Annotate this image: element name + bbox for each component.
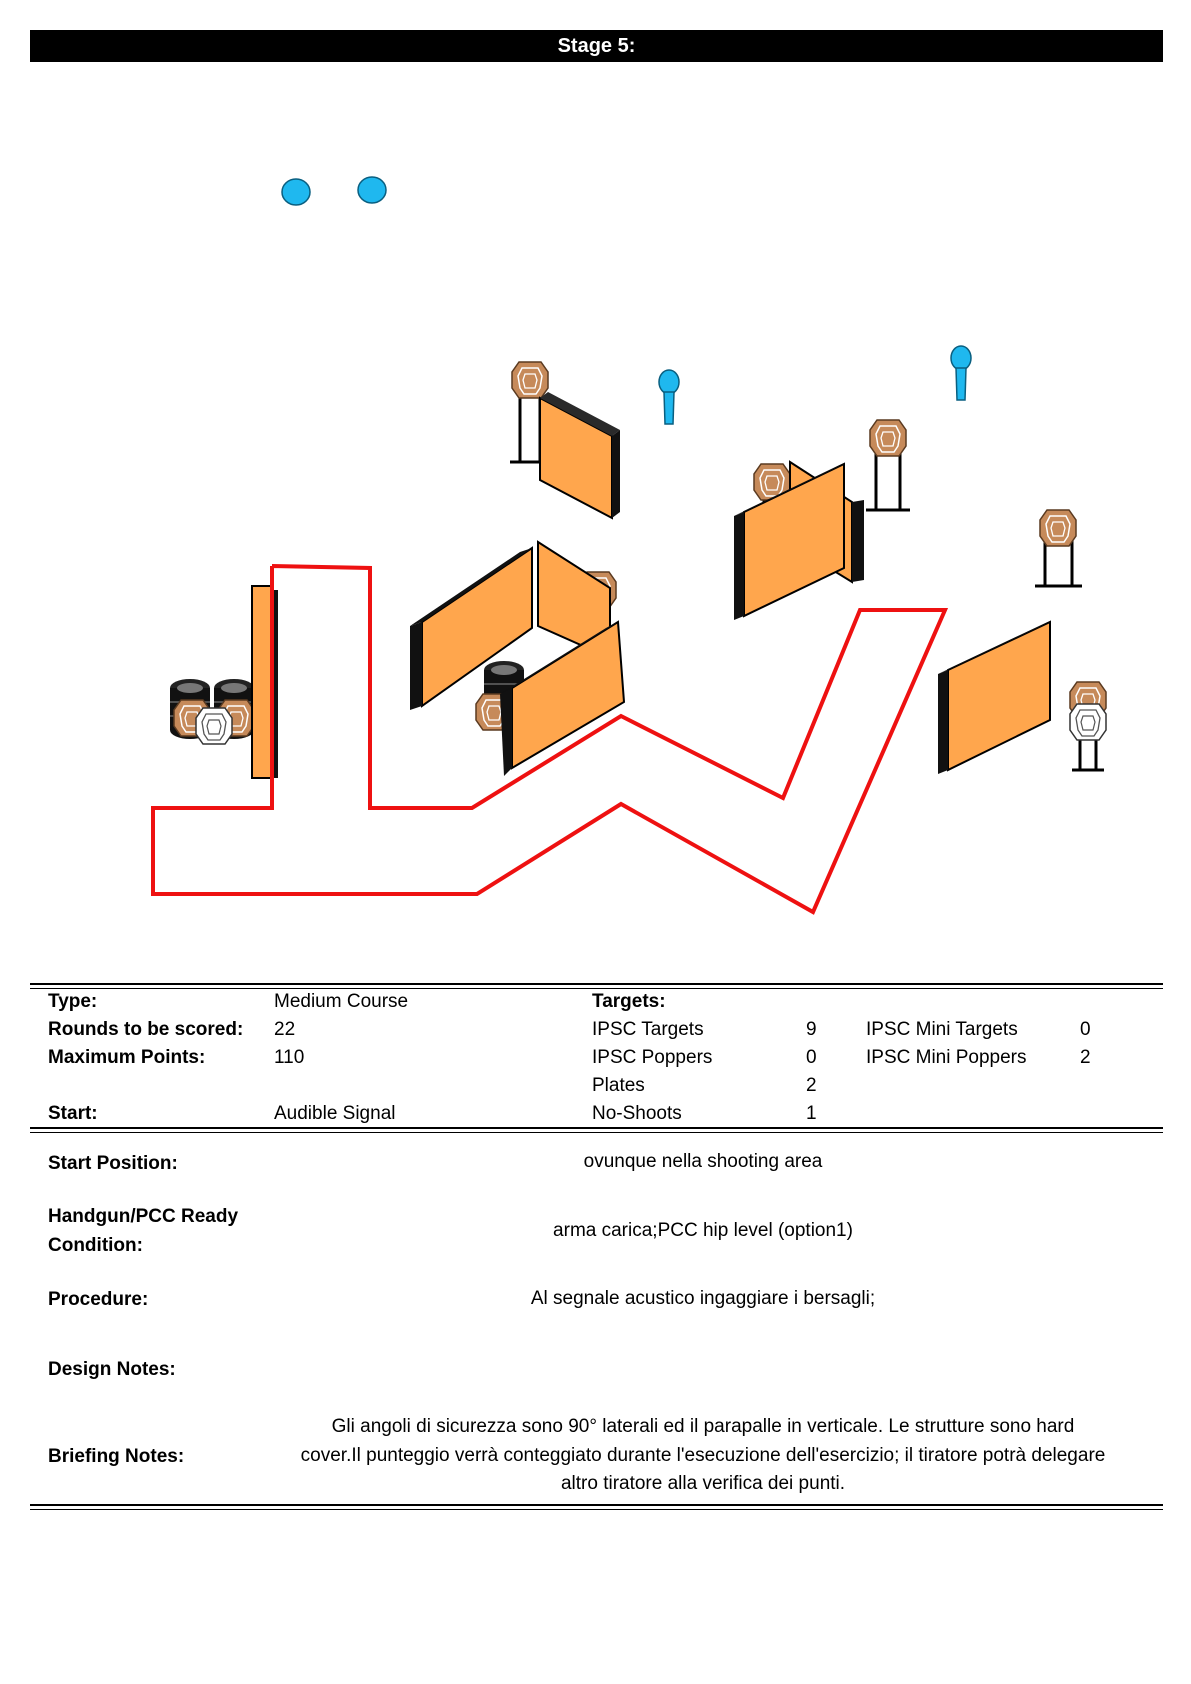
wall: [252, 586, 278, 778]
points-value: 110: [274, 1047, 305, 1068]
target-count-label: IPSC Targets: [592, 1019, 704, 1040]
start-value: Audible Signal: [274, 1103, 396, 1124]
targets-heading: Targets:: [592, 991, 666, 1012]
procedure-label: Procedure:: [48, 1289, 149, 1310]
table-bottom-rule: [30, 1509, 1163, 1510]
design-notes-label: Design Notes:: [48, 1359, 176, 1380]
target-count-label: IPSC Poppers: [592, 1047, 713, 1068]
table-top-rule: [30, 988, 1163, 989]
briefing-notes-value: Gli angoli di sicurezza sono 90° laterali ed il parapalle in verticale. Le strutture sono hard cover.Il punteggio verrà conteggiato durante l'esecuzione dell'esercizio; il tiratore potrà delegare altro tiratore alla verifica dei punti.: [300, 1416, 1106, 1494]
start-position-value: ovunque nella shooting area: [583, 1151, 823, 1172]
mini-target-count-value: 0: [1080, 1019, 1091, 1040]
wall: [540, 392, 620, 518]
target-count-value: 1: [806, 1103, 817, 1124]
wall: [938, 622, 1050, 774]
ipsc-target: [512, 362, 548, 398]
mini-target-count-label: IPSC Mini Targets: [866, 1019, 1018, 1040]
procedure-value: Al segnale acustico ingaggiare i bersagli;: [530, 1288, 876, 1309]
ready-condition-label: Handgun/PCC Ready: [48, 1206, 239, 1227]
steel-plate: [282, 179, 310, 205]
target-count-value: 2: [806, 1075, 817, 1096]
stage-title: Stage 5:: [557, 34, 636, 57]
target-count-label: No-Shoots: [592, 1103, 682, 1124]
steel-plate: [358, 177, 386, 203]
target-count-label: Plates: [592, 1075, 645, 1096]
rounds-value: 22: [274, 1019, 296, 1040]
ready-condition-value: arma carica;PCC hip level (option1): [553, 1220, 853, 1241]
type-label: Type:: [48, 991, 98, 1012]
stage-title-bar: [30, 30, 1163, 62]
no-shoot-target: [196, 708, 232, 744]
ready-condition-label: Condition:: [48, 1235, 143, 1256]
stage-diagram: [0, 70, 1191, 950]
briefing-notes-label: Briefing Notes:: [48, 1446, 185, 1467]
mini-popper: [951, 346, 971, 400]
target-count-value: 9: [806, 1019, 817, 1040]
mini-target-count-label: IPSC Mini Poppers: [866, 1047, 1027, 1068]
table-mid-rule: [30, 1127, 1163, 1129]
target-count-value: 0: [806, 1047, 817, 1068]
ipsc-target: [1040, 510, 1076, 546]
no-shoot-target: [1070, 704, 1106, 740]
rounds-label: Rounds to be scored:: [48, 1019, 244, 1040]
table-mid-rule: [30, 1132, 1163, 1133]
start-label: Start:: [48, 1103, 98, 1124]
start-position-label: Start Position:: [48, 1153, 178, 1174]
mini-target-count-value: 2: [1080, 1047, 1091, 1068]
table-bottom-rule: [30, 1504, 1163, 1506]
table-top-rule: [30, 983, 1163, 985]
points-label: Maximum Points:: [48, 1047, 206, 1068]
mini-popper: [659, 370, 679, 424]
ipsc-target: [870, 420, 906, 456]
type-value: Medium Course: [274, 991, 409, 1012]
